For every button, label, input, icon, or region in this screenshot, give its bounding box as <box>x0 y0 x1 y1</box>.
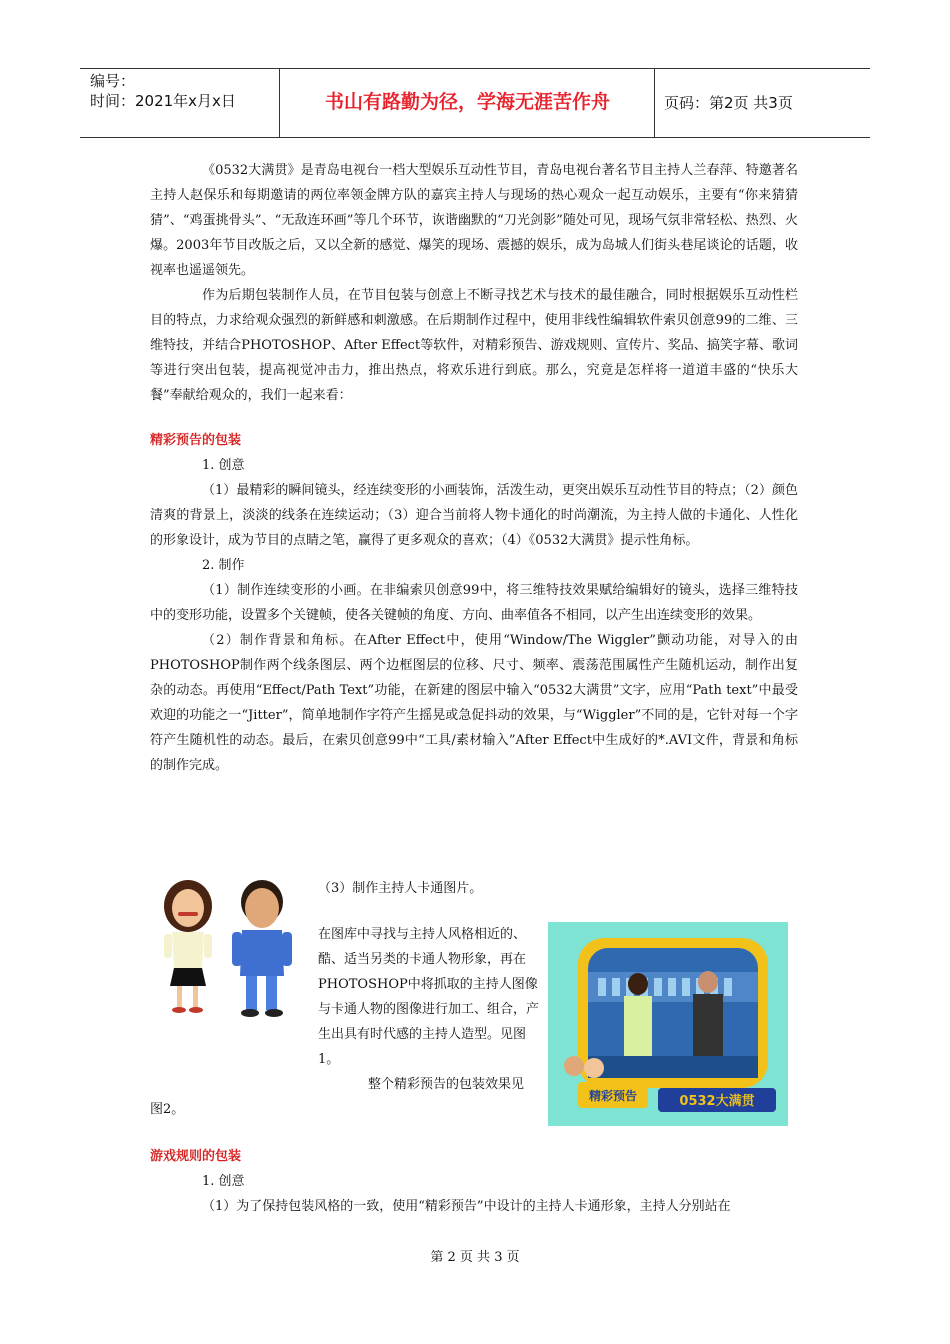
document-header <box>80 68 870 138</box>
article-body <box>150 158 798 778</box>
date-label: 时间：2021年x月x日 <box>90 92 236 110</box>
paragraph: （2）制作背景和角标。在After Effect中，使用“Window/The Wiggler”颤动功能，对导入的由PHOTOSHOP制作两个线条图层、两个边框图层的位移、尺寸、频率、震荡范围属性产生随机运动，制作出复杂的动态。再使用“Effect/Path Text”功能，在新建的图层中输入“0532大满贯”文字，应用“Path text”中最受欢迎的功能之一“Jitter”，简单地制作字符产生摇晃或急促抖动的效果，与“Wiggler”不同的是，它针对每一个字符产生随机性的动态。最后，在索贝创意99中“工具/素材输入”After Effect中生成好的*.AVI文件，背景和角标的制作完成。 <box>150 633 798 773</box>
paragraph: 作为后期包装制作人员，在节目包装与创意上不断寻找艺术与技术的最佳融合，同时根据娱乐互动性栏目的特点，力求给观众强烈的新鲜感和刺激感。在后期制作过程中，使用非线性编辑软件索贝创意99的二维、三维特技，并结合PHOTOSHOP、After Effect等软件，对精彩预告、游戏规则、宣传片、奖品、搞笑字幕、歌词等进行突出包装，提高视觉冲击力，推出热点，将欢乐进行到底。那么，究竟是怎样将一道道丰盛的“快乐大餐”奉献给观众的，我们一起来看： <box>150 288 798 403</box>
paragraph: 整个精彩预告的包装效果见 <box>368 1077 525 1092</box>
figure-caption-body: 在图库中寻找与主持人风格相近的、酷、适当另类的卡通人物形象，再在PHOTOSHOP中将抓取的主持人图像与卡通人物的图像进行加工、组合，产生出具有时代感的主持人造型。见图1。 <box>318 927 540 1067</box>
figure-caption-title: （3）制作主持人卡通图片。 <box>318 881 483 896</box>
subheading: 1. 创意 <box>202 1174 245 1189</box>
paragraph: 图2。 <box>150 1102 185 1117</box>
paragraph: 《0532大满贯》是青岛电视台一档大型娱乐互动性节目，青岛电视台著名节目主持人兰春萍、特邀著名主持人赵保乐和每期邀请的两位率领金牌方队的嘉宾主持人与现场的热心观众一起互动娱乐，主要有“你来猜猜猜”、“鸡蛋挑骨头”、“无敌连环画”等几个环节，诙谐幽默的“刀光剑影”随处可见，现场气氛非常轻松、热烈、火爆。2003年节目改版之后，又以全新的感觉、爆笑的现场、震撼的娱乐，成为岛城人们街头巷尾谈论的话题，收视率也遥遥领先。 <box>150 163 798 278</box>
paragraph: （1）为了保持包装风格的一致，使用“精彩预告”中设计的主持人卡通形象，主持人分别站在 <box>202 1199 731 1214</box>
number-label: 编号： <box>90 72 136 90</box>
page-footer: 第 2 页 共 3 页 <box>430 1250 520 1265</box>
badge-right-label: 0532大满贯 <box>679 1094 755 1109</box>
section-title: 游戏规则的包装 <box>150 1149 242 1164</box>
header-meta <box>90 71 280 111</box>
preview-screenshot-figure <box>548 922 788 1126</box>
paragraph: （1）制作连续变形的小画。在非编索贝创意99中，将三维特技效果赋给编辑好的镜头，选择三维特技中的变形功能，设置多个关键帧，使各关键帧的角度、方向、曲率值各不相同，以产生出连续变形的效果。 <box>150 583 798 623</box>
header-motto: 书山有路勤为径，学海无涯苦作舟 <box>324 91 610 113</box>
paragraph: （1）最精彩的瞬间镜头，经连续变形的小画装饰，活泼生动，更突出娱乐互动性节目的特点；（2）颜色清爽的背景上，淡淡的线条在连续运动；（3）迎合当前将人物卡通化的时尚潮流，为主持人做的卡通化、人性化的形象设计，成为节目的点睛之笔，赢得了更多观众的喜欢；（4）《0532大满贯》提示性角标。 <box>150 483 798 548</box>
host-cartoon-figure <box>150 872 308 1022</box>
section-2 <box>150 1144 798 1219</box>
section-title: 精彩预告的包装 <box>150 433 242 448</box>
subheading: 2. 制作 <box>202 558 245 573</box>
header-divider <box>654 69 655 137</box>
badge-left-label: 精彩预告 <box>588 1089 638 1103</box>
subheading: 1. 创意 <box>202 458 245 473</box>
header-page-info: 页码：第2页 共3页 <box>664 94 793 112</box>
